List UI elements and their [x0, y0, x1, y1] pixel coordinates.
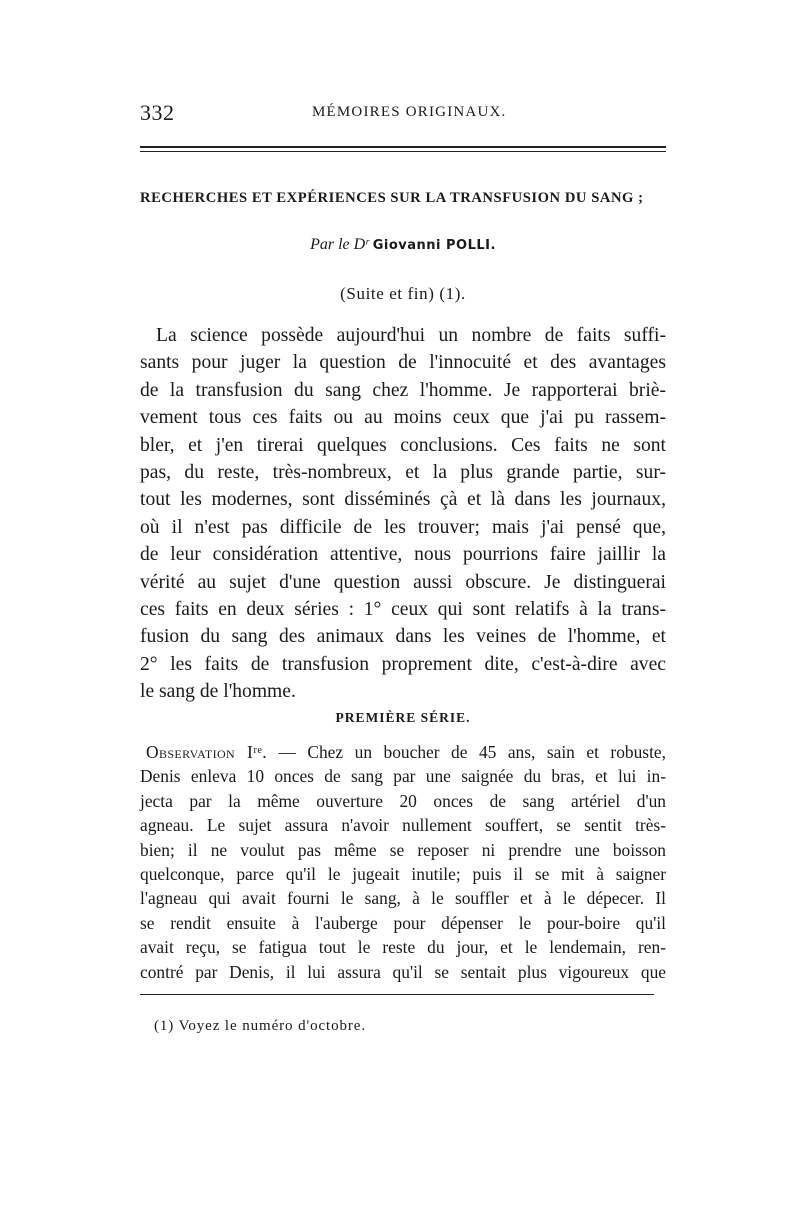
intro-paragraph: [140, 322, 666, 705]
text-line: vement tous ces faits ou au moins ceux que j'ai pu rassem-: [140, 407, 666, 429]
text-line: La science possède aujourd'hui un nombre de faits suffi-: [156, 325, 666, 346]
text-line: fusion du sang des animaux dans les veines de l'homme, et: [140, 626, 666, 648]
text-line: le sang de l'homme.: [140, 681, 296, 703]
text-line: contré par Denis, il lui assura qu'il se sentait plus vigoureux que: [140, 961, 666, 982]
page-number: 332: [140, 100, 175, 125]
text-line: 2° les faits de transfusion proprement dite, c'est-à-dire avec: [140, 653, 666, 675]
text-line: se rendit ensuite à l'auberge pour dépenser le pour-boire qu'il: [140, 912, 666, 933]
running-title: MÉMOIRES ORIGINAUX.: [312, 104, 507, 120]
text-line: Observation Iʳᵉ. — Chez un boucher de 45 ans, sain et robuste,: [146, 742, 666, 762]
running-head: [140, 100, 666, 130]
author-name: Giovanni POLLI.: [372, 238, 496, 253]
footnote: (1) Voyez le numéro d'octobre.: [154, 1018, 367, 1034]
byline-prefix: Par le Dʳ: [310, 236, 369, 253]
text-line: où il n'est pas difficile de les trouver; mais j'ai pensé que,: [140, 516, 666, 538]
continuation-note: (Suite et fin) (1).: [340, 284, 466, 303]
text-line: sants pour juger la question de l'innocuité et des avantages: [140, 352, 666, 374]
header-rule: [140, 146, 666, 152]
text-line: bler, et j'en tirerai quelques conclusions. Ces faits ne sont: [140, 434, 666, 456]
text-line: l'agneau qui avait fourni le sang, à le souffler et à le dépecer. Il: [140, 888, 666, 909]
text-line: avait reçu, se fatigua tout le reste du jour, et le lendemain, ren-: [140, 937, 666, 958]
text-line: pas, du reste, très-nombreux, et la plus grande partie, sur-: [140, 461, 666, 483]
byline: [140, 236, 666, 254]
text-line: de la transfusion du sang chez l'homme. Je rapporterai briè-: [140, 379, 666, 401]
text-line: jecta par la même ouverture 20 onces de sang artériel d'un: [140, 790, 666, 811]
observation-paragraph: [140, 740, 666, 984]
text-line: vérité au sujet d'une question aussi obscure. Je distinguerai: [140, 571, 666, 593]
text-line: bien; il ne voulut pas même se reposer ni prendre une boisson: [140, 839, 666, 860]
text-line: ces faits en deux séries : 1° ceux qui sont relatifs à la trans-: [140, 598, 666, 620]
text-line: Denis enleva 10 onces de sang par une saignée du bras, et lui in-: [140, 766, 666, 787]
text-line: tout les modernes, sont disséminés çà et là dans les journaux,: [140, 489, 666, 511]
section-heading: PREMIÈRE SÉRIE.: [335, 710, 471, 725]
text-line: quelconque, parce qu'il le jugeait inutile; puis il se mit à saigner: [140, 863, 666, 884]
text-line: de leur considération attentive, nous pourrions faire jaillir la: [140, 544, 666, 566]
observation-label: Observation Iʳᵉ.: [146, 742, 267, 762]
text-line: agneau. Le sujet assura n'avoir nullement souffert, se sentit très-: [140, 815, 666, 836]
footnote-rule: [140, 994, 654, 995]
article-title: RECHERCHES ET EXPÉRIENCES SUR LA TRANSFUSION DU SANG ;: [140, 190, 644, 206]
